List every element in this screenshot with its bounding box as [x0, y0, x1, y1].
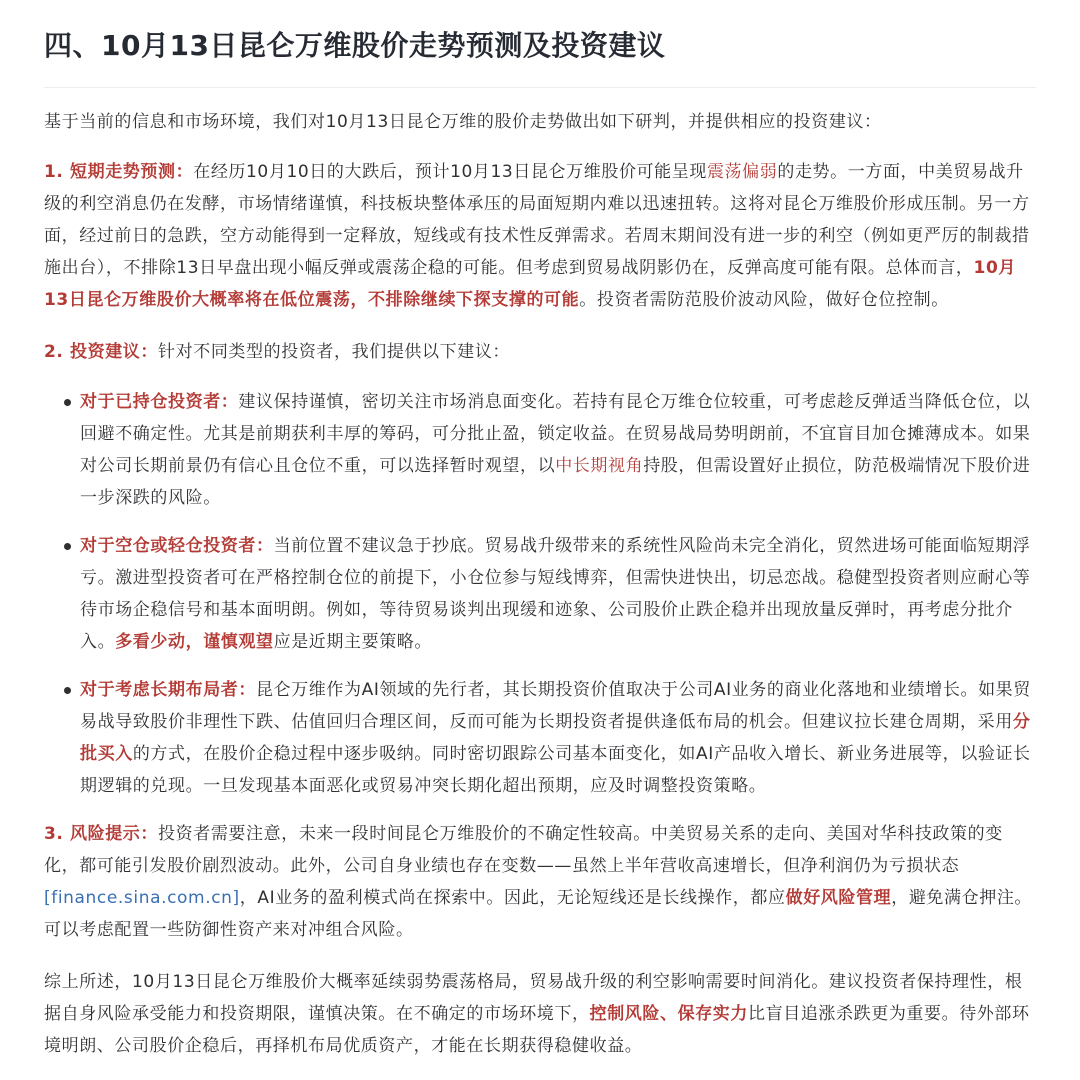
body-text: 投资者需要注意，未来一段时间昆仑万维股价的不确定性较高。中美贸易关系的走向、美国对华科技政策的变化，都可能引发股价剧烈波动。此外，公司自身业绩也存在变数——虽然上半年营收高速增长，但净利润仍为亏损状态 [44, 824, 1003, 876]
conclusion-paragraph [44, 966, 1036, 1062]
section-investment-advice [44, 336, 1036, 368]
highlight-text: 震荡偏弱 [706, 162, 778, 182]
highlight-text: 控制风险、保存实力 [589, 1004, 749, 1024]
list-item [80, 386, 1036, 514]
body-text: 应是近期主要策略。 [273, 632, 433, 652]
intro-paragraph: 基于当前的信息和市场环境，我们对10月13日昆仑万维的股价走势做出如下研判，并提供相应的投资建议： [44, 112, 882, 132]
highlight-text: 多看少动，谨慎观望 [115, 632, 274, 652]
section-label: 3. 风险提示： [44, 824, 159, 844]
body-text: ，避免满仓押注。可以考虑配置一些防御性资产来对冲组合风险。 [44, 888, 1033, 940]
highlight-text: 分批买入 [80, 712, 1031, 764]
section-label: 2. 投资建议： [44, 342, 159, 362]
body-text: 比盲目追涨杀跌更为重要。待外部环境明朗、公司股价企稳后，再择机布局优质资产，才能在长期获得稳健收益。 [44, 1004, 1030, 1056]
body-text: 的方式，在股价企稳过程中逐步吸纳。同时密切跟踪公司基本面变化，如AI产品收入增长、新业务进展等，以验证长期逻辑的兑现。一旦发现基本面恶化或贸易冲突长期化超出预期，应及时调整投资策略。 [80, 744, 1031, 796]
body-text: 。投资者需防范股价波动风险，做好仓位控制。 [579, 290, 949, 310]
page-title: 四、10月13日昆仑万维股价走势预测及投资建议 [44, 29, 666, 62]
body-text: 昆仑万维作为AI领域的先行者，其长期投资价值取决于公司AI业务的商业化落地和业绩增长。如果贸易战导致股价非理性下跌、估值回归合理区间，反而可能为长期投资者提供逢低布局的机会。但建议拉长建仓周期，采用 [80, 680, 1031, 732]
title-divider [44, 87, 1036, 88]
item-label: 对于已持仓投资者： [80, 392, 239, 412]
highlight-text: 做好风险管理 [785, 888, 892, 908]
item-label: 对于空仓或轻仓投资者： [80, 536, 274, 556]
body-text: 在经历10月10日的大跌后，预计10月13日昆仑万维股价可能呈现 [193, 162, 707, 182]
section-risk-warning [44, 818, 1036, 946]
body-text: 综上所述，10月13日昆仑万维股价大概率延续弱势震荡格局，贸易战升级的利空影响需要时间消化。建议投资者保持理性，根据自身风险承受能力和投资期限，谨慎决策。在不确定的市场环境下， [44, 972, 1023, 1024]
body-text: 当前位置不建议急于抄底。贸易战升级带来的系统性风险尚未完全消化，贸然进场可能面临短期浮亏。激进型投资者可在严格控制仓位的前提下，小仓位参与短线博弈，但需快进快出，切忌恋战。稳健型投资者则应耐心等待市场企稳信号和基本面明朗。例如，等待贸易谈判出现缓和迹象、公司股价止跌企稳并出现放量反弹时，再考虑分批介入。 [80, 536, 1031, 652]
body-text: 建议保持谨慎，密切关注市场消息面变化。若持有昆仑万维仓位较重，可考虑趁反弹适当降低仓位，以回避不确定性。尤其是前期获利丰厚的筹码，可分批止盈，锁定收益。在贸易战局势明朗前，不宜盲目加仓摊薄成本。如果对公司长期前景仍有信心且仓位不重，可以选择暂时观望，以 [80, 392, 1031, 476]
list-item [80, 674, 1036, 802]
list-item [80, 530, 1036, 658]
body-text: 针对不同类型的投资者，我们提供以下建议： [158, 342, 511, 362]
highlight-text: 中长期视角 [555, 456, 644, 476]
bullet-icon [64, 543, 71, 550]
section-short-term-forecast [44, 156, 1036, 316]
section-label: 1. 短期走势预测： [44, 162, 194, 182]
item-label: 对于考虑长期布局者： [80, 680, 256, 700]
bullet-icon [64, 399, 71, 406]
highlight-text: 10月13日昆仑万维股价大概率将在低位震荡，不排除继续下探支撑的可能 [44, 258, 1016, 310]
body-text: ，AI业务的盈利模式尚在探索中。因此，无论短线还是长线操作，都应 [239, 888, 786, 908]
body-text: 的走势。一方面，中美贸易战升级的利空消息仍在发酵，市场情绪谨慎，科技板块整体承压的局面短期内难以迅速扭转。这将对昆仑万维股价形成压制。另一方面，经过前日的急跌，空方动能得到一定释放，短线或有技术性反弹需求。若周末期间没有进一步的利空（例如更严厉的制裁措施出台），不排除13日早盘出现小幅反弹或震荡企稳的可能。但考虑到贸易战阴影仍在，反弹高度可能有限。总体而言， [44, 162, 1030, 278]
bullet-icon [64, 687, 71, 694]
source-link[interactable]: [finance.sina.com.cn] [44, 888, 240, 908]
advice-list [44, 386, 1036, 802]
body-text: 持股，但需设置好止损位，防范极端情况下股价进一步深跌的风险。 [80, 456, 1031, 508]
